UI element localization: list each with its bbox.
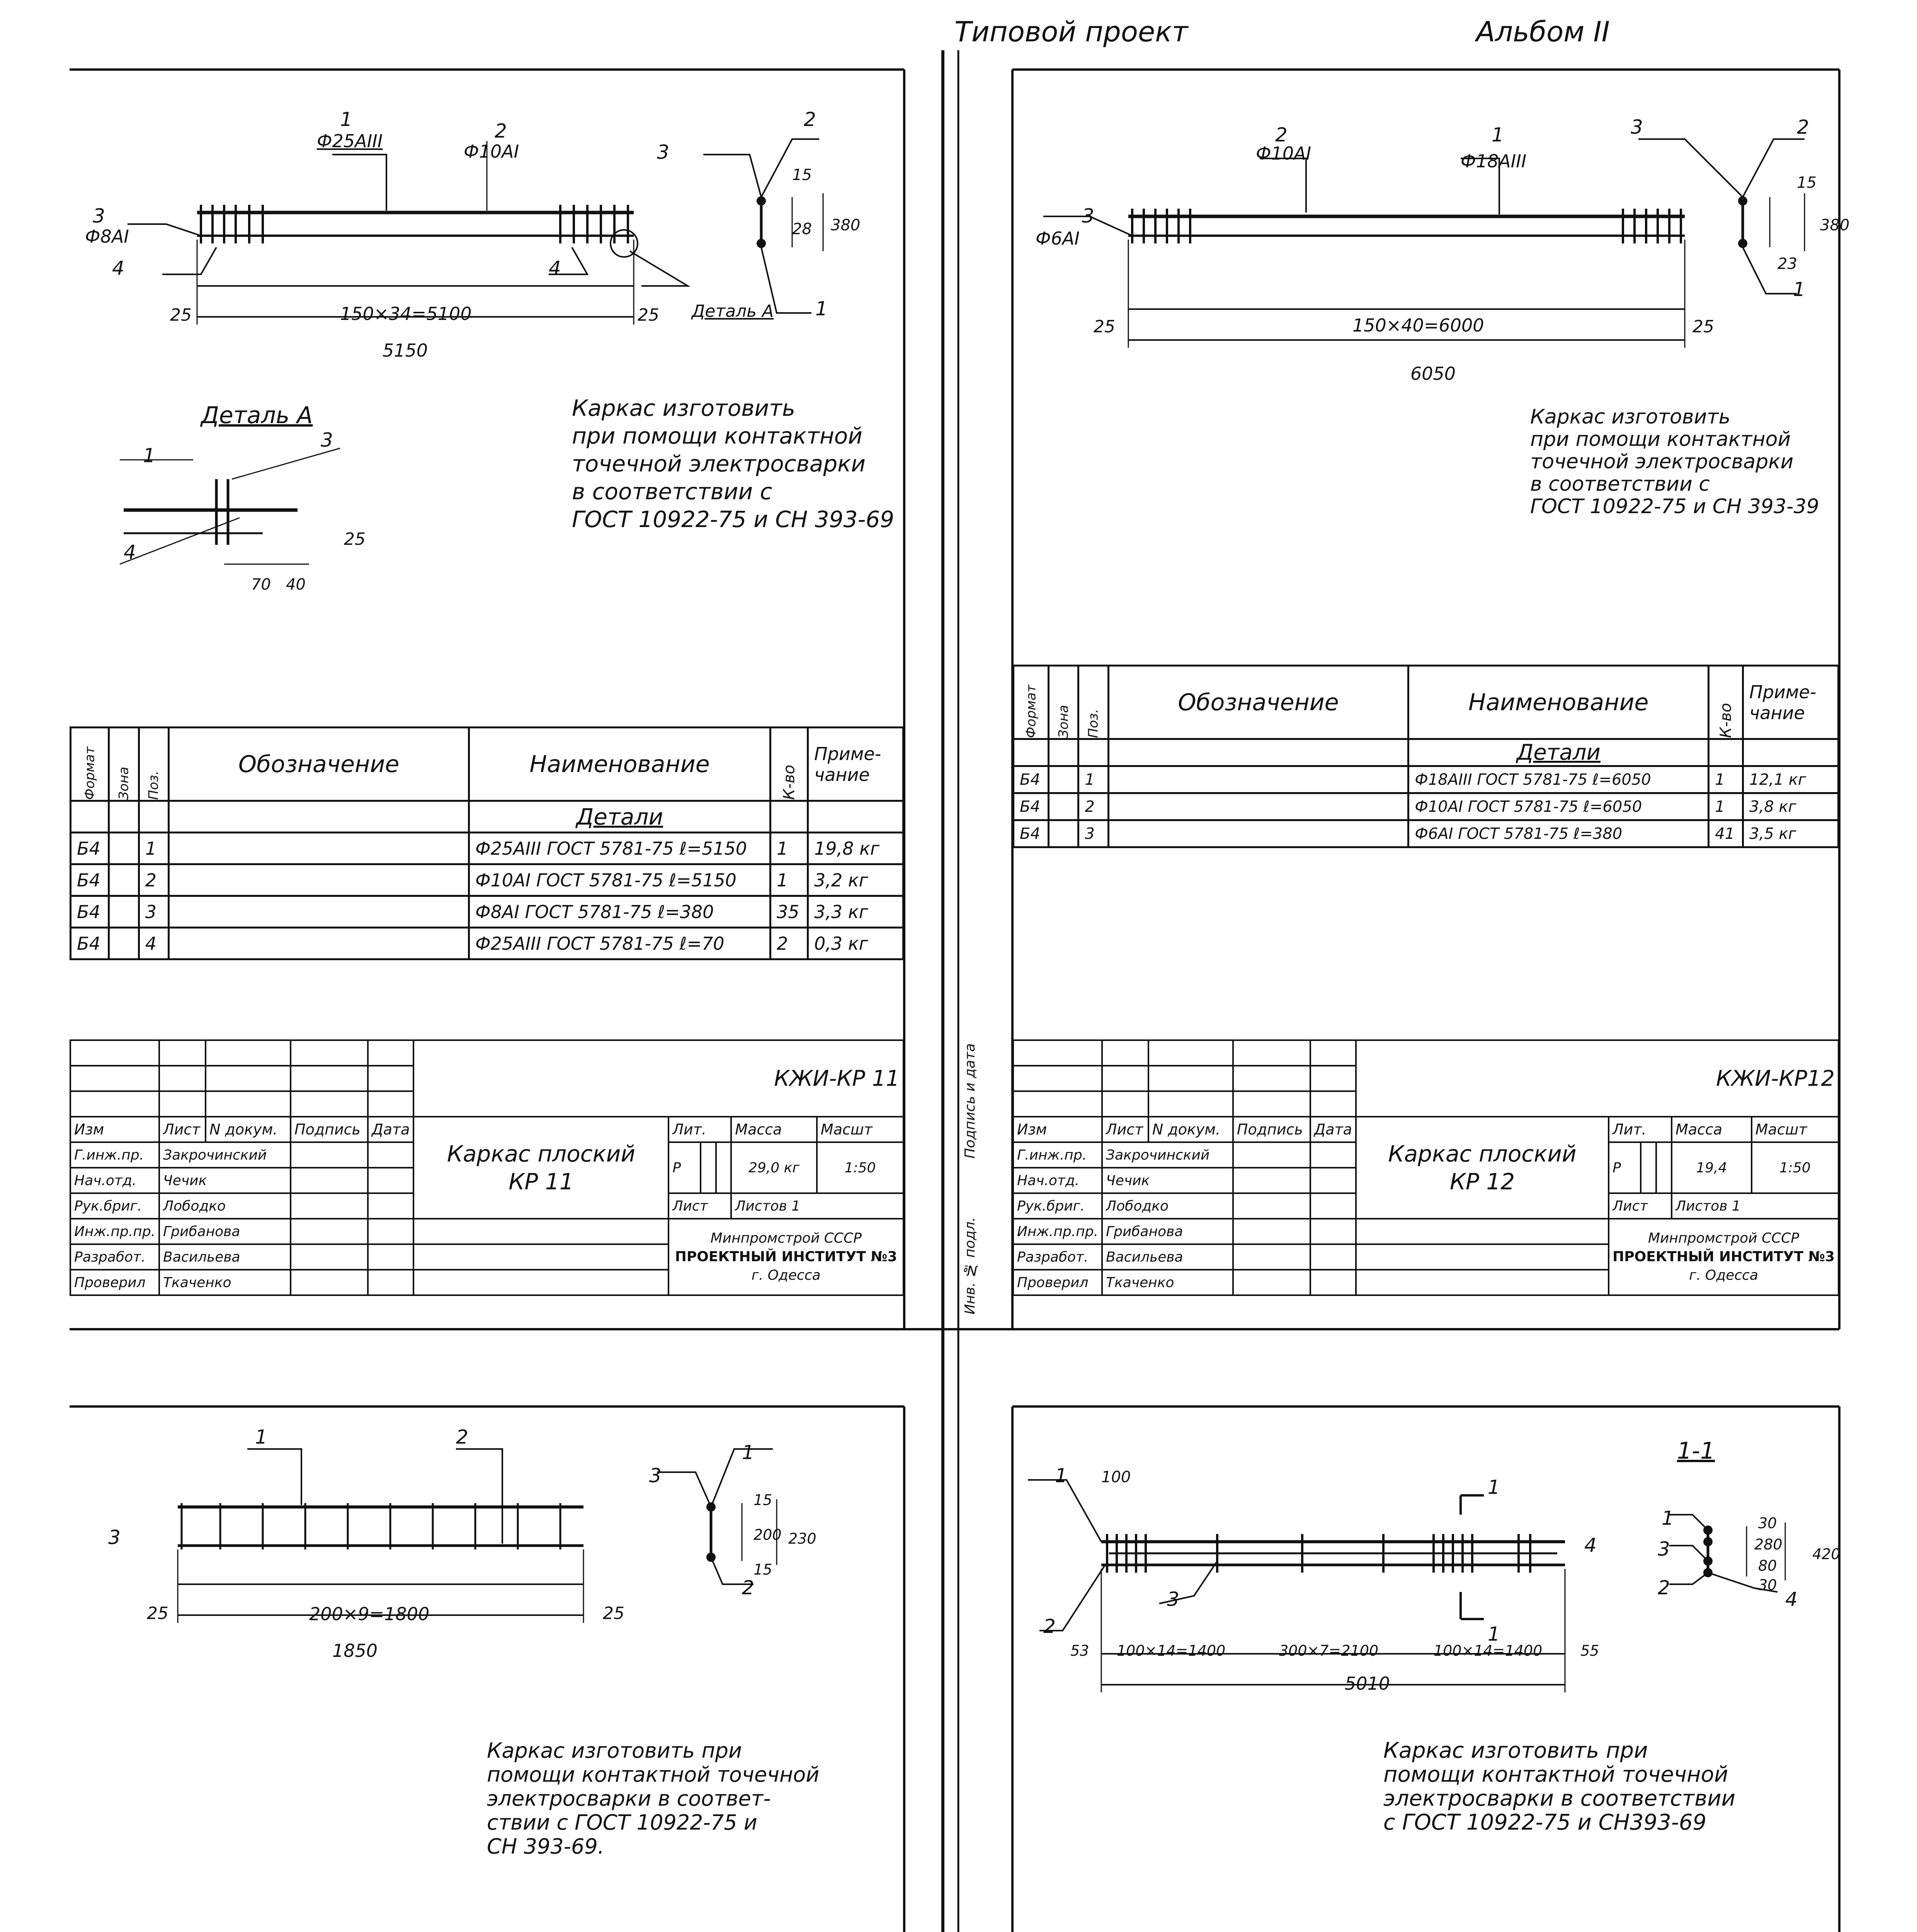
kr12-note-line: при помощи контактной — [1530, 428, 1791, 451]
org-line: ПРОЕКТНЫЙ ИНСТИТУТ №3 — [675, 1249, 897, 1265]
kr12-sec-dim15: 15 — [1797, 174, 1817, 192]
kr12-dim-end2: 25 — [1692, 317, 1714, 337]
album-number-label: Альбом II — [1476, 15, 1610, 48]
staff-role: Инж.пр.пр. — [70, 1219, 159, 1244]
cell: Б4 — [71, 896, 109, 928]
cell: Ф10АI ГОСТ 5781-75 ℓ=5150 — [469, 864, 770, 896]
col-format: Формат — [71, 728, 109, 801]
kr12-sec-pos1: 1 — [1793, 278, 1805, 301]
stamp-lit: Лит. — [668, 1117, 731, 1142]
col-note: Приме-чание — [808, 728, 903, 801]
kr14-sec-dim30b: 30 — [1758, 1577, 1777, 1594]
kr14-note-line: Каркас изготовить при — [1383, 1738, 1648, 1763]
kr13-sec-pos3: 3 — [649, 1464, 662, 1487]
kr12-sec-dim380: 380 — [1820, 216, 1850, 234]
kr13-sec-dim15a: 15 — [754, 1492, 772, 1509]
cell: Б4 — [71, 928, 109, 959]
kr14-note-line: электросварки в соответствии — [1383, 1786, 1735, 1811]
kr14-dim-b: 300×7=2100 — [1279, 1642, 1379, 1659]
stamp-listov-value: 1 — [1732, 1198, 1741, 1214]
kr13-label-pos2: 2 — [456, 1426, 468, 1448]
cell: Б4 — [1014, 820, 1049, 847]
table-row — [71, 928, 903, 959]
side-label-sign-date: Подпись и дата — [962, 1043, 978, 1159]
staff-name: Грибанова — [159, 1219, 291, 1244]
kr11-note — [572, 394, 894, 533]
signature — [294, 1146, 352, 1161]
kr11-sec-dim15: 15 — [792, 166, 812, 184]
kr12-label-pos1: 1 — [1492, 124, 1504, 146]
kr11-dim-span: 150×34=5100 — [340, 303, 472, 324]
table-row — [71, 896, 903, 928]
stamp-izm: Изм — [1013, 1117, 1102, 1142]
org-line: ПРОЕКТНЫЙ ИНСТИТУТ №3 — [1613, 1249, 1835, 1265]
staff-name: Лободко — [1102, 1193, 1233, 1219]
kr13-sec-dim230: 230 — [788, 1530, 816, 1547]
staff-role: Рук.бриг. — [70, 1193, 159, 1219]
cell: 19,8 кг — [808, 833, 903, 864]
col-designation: Обозначение — [1108, 666, 1408, 739]
kr12-note-line: точечной электросварки — [1530, 450, 1794, 473]
kr13-sec-pos2: 2 — [742, 1577, 754, 1599]
side-label-inv: Инв. № подл. — [962, 1217, 978, 1315]
kr12-note-line: в соответствии с — [1530, 473, 1710, 496]
kr13-drawing — [70, 1414, 904, 1723]
stamp-list: Лист — [1102, 1117, 1148, 1142]
stamp-lit-value: Р — [668, 1142, 701, 1193]
kr12-dim-span: 150×40=6000 — [1352, 315, 1484, 336]
kr14-label-pos4: 4 — [1584, 1534, 1597, 1556]
staff-role: Инж.пр.пр. — [1013, 1219, 1102, 1244]
kr11-detail-ref: Деталь А — [692, 301, 774, 321]
staff-role: Разработ. — [1013, 1244, 1102, 1270]
kr12-label-pos2: 2 — [1275, 124, 1288, 146]
stamp-listov: Листов — [1675, 1198, 1728, 1214]
kr12-sec-pos3: 3 — [1631, 116, 1643, 138]
staff-name: Грибанова — [1102, 1219, 1233, 1244]
table-row — [71, 833, 903, 864]
section-heading: Детали — [469, 801, 770, 833]
staff-name: Закрочинский — [1102, 1142, 1233, 1168]
staff-role: Проверил — [1013, 1270, 1102, 1295]
cell: 3 — [1078, 820, 1108, 847]
kr11-detail-title: Деталь А — [201, 402, 313, 429]
kr14-label-pos3: 3 — [1167, 1588, 1179, 1611]
stamp-lit-value: Р — [1609, 1142, 1641, 1193]
stamp-massa: Масса — [1672, 1117, 1752, 1142]
stamp-masht: Масшт — [817, 1117, 903, 1142]
kr14-cut-bottom: 1 — [1488, 1623, 1500, 1645]
cell: Ф8АI ГОСТ 5781-75 ℓ=380 — [469, 896, 770, 928]
kr11-sec-dim380: 380 — [831, 216, 861, 234]
kr12-mass: 19,4 — [1672, 1142, 1752, 1193]
kr12-sec-pos2: 2 — [1797, 116, 1809, 138]
col-qty: К-во — [1709, 666, 1743, 739]
kr14-sec-pos4: 4 — [1785, 1588, 1798, 1611]
kr14-sec-dim280: 280 — [1754, 1536, 1783, 1553]
kr12-title-block — [1012, 1039, 1839, 1296]
kr11-detail-pos4: 4 — [124, 541, 136, 563]
cell: Б4 — [71, 864, 109, 896]
kr11-detail-pos3: 3 — [321, 429, 333, 451]
kr11-label-pos2: 2 — [495, 120, 507, 142]
kr12-dim-end1: 25 — [1094, 317, 1115, 337]
kr13-label-pos1: 1 — [255, 1426, 267, 1448]
kr14-drawing — [1012, 1414, 1839, 1762]
kr12-spec-table — [1012, 665, 1839, 848]
cell: 3,3 кг — [808, 896, 903, 928]
kr14-dim-100: 100 — [1101, 1468, 1131, 1486]
kr13-note — [487, 1739, 819, 1859]
kr11-note-line: при помощи контактной — [572, 423, 862, 449]
kr14-dim-c: 100×14=1400 — [1434, 1642, 1543, 1659]
kr12-label-rebar1: Ф18АIII — [1461, 151, 1527, 172]
kr11-dim-total: 5150 — [383, 340, 428, 361]
kr13-label-pos3: 3 — [108, 1526, 121, 1549]
cell: Ф10АI ГОСТ 5781-75 ℓ=6050 — [1408, 793, 1709, 820]
org-line: г. Одесса — [751, 1267, 821, 1283]
cell: 3,8 кг — [1743, 793, 1839, 820]
col-note: Приме-чание — [1743, 666, 1839, 739]
kr11-sec-pos3: 3 — [657, 141, 669, 163]
stamp-masht: Масшт — [1752, 1117, 1839, 1142]
col-name: Наименование — [1408, 666, 1709, 739]
cell: 1 — [1078, 766, 1108, 793]
stamp-data: Дата — [368, 1117, 413, 1142]
kr11-detail-dim25: 25 — [344, 529, 366, 549]
cell: 1 — [1709, 766, 1743, 793]
stamp-list2: Лист — [668, 1193, 731, 1219]
kr13-dim-total: 1850 — [332, 1640, 378, 1661]
signature — [1237, 1146, 1295, 1161]
stamp-massa: Масса — [731, 1117, 817, 1142]
stamp-listov: Листов — [735, 1198, 787, 1214]
kr12-label-rebar3: Ф6АI — [1036, 228, 1080, 249]
kr13-sec-pos1: 1 — [742, 1441, 754, 1464]
col-format: Формат — [1014, 666, 1049, 739]
stamp-ndoc: N докум. — [206, 1117, 291, 1142]
cell: 2 — [139, 864, 168, 896]
kr11-label-pos4a: 4 — [112, 257, 124, 279]
staff-role: Проверил — [70, 1270, 159, 1295]
kr11-note-line: Каркас изготовить — [572, 395, 796, 421]
cell: Ф18АIII ГОСТ 5781-75 ℓ=6050 — [1408, 766, 1709, 793]
staff-role: Нач.отд. — [1013, 1168, 1102, 1193]
kr12-note-line: ГОСТ 10922-75 и СН 393-39 — [1530, 495, 1819, 518]
cell: 41 — [1709, 820, 1743, 847]
kr14-dim-a: 100×14=1400 — [1117, 1642, 1226, 1659]
staff-role: Г.инж.пр. — [1013, 1142, 1102, 1168]
col-zone: Зона — [1049, 666, 1078, 739]
kr14-note — [1383, 1739, 1735, 1835]
staff-name: Чечик — [1102, 1168, 1233, 1193]
kr11-sec-pos2: 2 — [804, 108, 816, 131]
kr11-drawing — [70, 77, 904, 696]
kr11-subtitle: КР 11 — [509, 1168, 574, 1195]
stamp-list2: Лист — [1609, 1193, 1672, 1219]
kr11-label-pos1b: 1 — [815, 298, 828, 320]
staff-role: Разработ. — [70, 1244, 159, 1270]
kr11-detail-dim40: 40 — [286, 576, 306, 594]
staff-name: Ткаченко — [159, 1270, 291, 1295]
table-row — [1014, 820, 1839, 847]
kr14-section-title: 1-1 — [1677, 1437, 1715, 1464]
kr12-scale: 1:50 — [1752, 1142, 1839, 1193]
album-project-label: Типовой проект — [954, 15, 1188, 48]
kr11-mass: 29,0 кг — [731, 1142, 817, 1193]
cell: 1 — [1709, 793, 1743, 820]
staff-name: Чечик — [159, 1168, 291, 1193]
stamp-izm: Изм — [70, 1117, 159, 1142]
section-heading: Детали — [1408, 739, 1709, 766]
cell: 2 — [771, 928, 808, 959]
kr13-sec-dim15b: 15 — [754, 1561, 772, 1578]
table-row — [71, 864, 903, 896]
kr13-dim-end1: 25 — [147, 1604, 168, 1623]
stamp-list: Лист — [159, 1117, 206, 1142]
kr13-note-line: электросварки в соответ- — [487, 1786, 771, 1811]
kr11-detail-pos1: 1 — [143, 444, 155, 467]
kr14-sec-pos3: 3 — [1658, 1538, 1670, 1560]
kr14-sec-dim80: 80 — [1758, 1557, 1777, 1574]
cell: 0,3 кг — [808, 928, 903, 959]
cell: Б4 — [71, 833, 109, 864]
staff-role: Рук.бриг. — [1013, 1193, 1102, 1219]
col-pos: Поз. — [1078, 666, 1108, 739]
kr14-note-line: помощи контактной точечной — [1383, 1762, 1728, 1787]
stamp-listov-value: 1 — [791, 1198, 801, 1214]
kr14-dim-total: 5010 — [1345, 1673, 1390, 1694]
cell: Б4 — [1014, 766, 1049, 793]
staff-name: Ткаченко — [1102, 1270, 1233, 1295]
table-row — [1014, 793, 1839, 820]
org-line: Минпромстрой СССР — [710, 1230, 862, 1246]
kr14-dim-53: 53 — [1070, 1642, 1089, 1659]
col-designation: Обозначение — [169, 728, 469, 801]
staff-role: Г.инж.пр. — [70, 1142, 159, 1168]
kr11-scale: 1:50 — [817, 1142, 903, 1193]
kr13-note-line: Каркас изготовить при — [487, 1738, 742, 1763]
kr11-note-line: точечной электросварки — [572, 451, 866, 477]
col-name: Наименование — [469, 728, 770, 801]
kr11-code: КЖИ-КР 11 — [413, 1040, 903, 1117]
kr11-note-line: ГОСТ 10922-75 и СН 393-69 — [572, 506, 895, 532]
kr14-cut-top: 1 — [1488, 1476, 1500, 1498]
col-qty: К-во — [771, 728, 808, 801]
kr13-note-line: помощи контактной точечной — [487, 1762, 820, 1787]
kr13-note-line: СН 393-69. — [487, 1834, 604, 1859]
kr12-label-rebar2: Ф10АI — [1256, 143, 1311, 164]
cell: Ф25АIII ГОСТ 5781-75 ℓ=70 — [469, 928, 770, 959]
kr13-sec-dim200: 200 — [754, 1526, 782, 1543]
kr14-sec-dim30a: 30 — [1758, 1515, 1777, 1532]
kr12-note — [1530, 406, 1819, 518]
kr12-dim-total: 6050 — [1410, 363, 1456, 384]
cell: 3 — [139, 896, 168, 928]
cell: 12,1 кг — [1743, 766, 1839, 793]
col-zone: Зона — [109, 728, 139, 801]
kr11-label-pos4b: 4 — [549, 257, 561, 279]
kr12-code: КЖИ-КР12 — [1356, 1040, 1839, 1117]
kr11-label-rebar2: Ф10АI — [464, 141, 519, 162]
kr11-detail-dim70: 70 — [251, 576, 271, 594]
org-line: Минпромстрой СССР — [1648, 1230, 1800, 1246]
kr11-label-pos1: 1 — [340, 108, 352, 131]
kr11-title: Каркас плоский — [447, 1141, 636, 1167]
staff-name: Васильева — [1102, 1244, 1233, 1270]
kr13-dim-span: 200×9=1800 — [309, 1604, 430, 1624]
staff-name: Васильева — [159, 1244, 291, 1270]
kr12-label-pos3: 3 — [1082, 205, 1094, 227]
kr12-subtitle: КР 12 — [1449, 1168, 1515, 1195]
kr12-sec-dim23: 23 — [1778, 255, 1797, 273]
kr14-sec-dim420: 420 — [1812, 1546, 1840, 1563]
col-pos: Поз. — [139, 728, 168, 801]
kr12-note-line: Каркас изготовить — [1530, 405, 1731, 429]
kr11-label-pos3: 3 — [93, 205, 105, 227]
kr11-sec-dim28: 28 — [792, 220, 812, 238]
cell: 3,5 кг — [1743, 820, 1839, 847]
kr11-title-block — [70, 1039, 904, 1296]
org-line: г. Одесса — [1689, 1267, 1758, 1283]
cell: 4 — [139, 928, 168, 959]
kr14-note-line: с ГОСТ 10922-75 и СН393-69 — [1383, 1810, 1707, 1835]
kr14-sec-pos1: 1 — [1662, 1507, 1674, 1529]
kr11-dim-end2: 25 — [638, 305, 659, 325]
kr11-label-rebar3: Ф8АI — [85, 226, 129, 247]
kr11-spec-table — [70, 726, 904, 960]
kr13-note-line: ствии с ГОСТ 10922-75 и — [487, 1810, 757, 1835]
stamp-data: Дата — [1310, 1117, 1356, 1142]
cell: Ф25АIII ГОСТ 5781-75 ℓ=5150 — [469, 833, 770, 864]
cell: Б4 — [1014, 793, 1049, 820]
stamp-podpis: Подпись — [291, 1117, 368, 1142]
kr14-label-pos2: 2 — [1043, 1615, 1056, 1638]
cell: 1 — [771, 864, 808, 896]
cell: 35 — [771, 896, 808, 928]
kr11-label-rebar1: Ф25АIII — [317, 131, 383, 151]
cell: Ф6АI ГОСТ 5781-75 ℓ=380 — [1408, 820, 1709, 847]
staff-name: Лободко — [159, 1193, 291, 1219]
staff-name: Закрочинский — [159, 1142, 291, 1168]
kr13-dim-end2: 25 — [603, 1604, 624, 1623]
kr11-note-line: в соответствии с — [572, 478, 772, 505]
stamp-lit: Лит. — [1609, 1117, 1672, 1142]
kr14-sec-pos2: 2 — [1658, 1577, 1670, 1599]
staff-role: Нач.отд. — [70, 1168, 159, 1193]
table-row — [1014, 766, 1839, 793]
kr14-dim-55: 55 — [1580, 1642, 1599, 1659]
kr11-dim-end1: 25 — [170, 305, 192, 325]
kr14-label-pos1: 1 — [1055, 1464, 1067, 1487]
cell: 3,2 кг — [808, 864, 903, 896]
kr12-title: Каркас плоский — [1388, 1141, 1577, 1167]
cell: 1 — [771, 833, 808, 864]
cell: 2 — [1078, 793, 1108, 820]
cell: 1 — [139, 833, 168, 864]
stamp-ndoc: N докум. — [1148, 1117, 1233, 1142]
stamp-podpis: Подпись — [1233, 1117, 1310, 1142]
